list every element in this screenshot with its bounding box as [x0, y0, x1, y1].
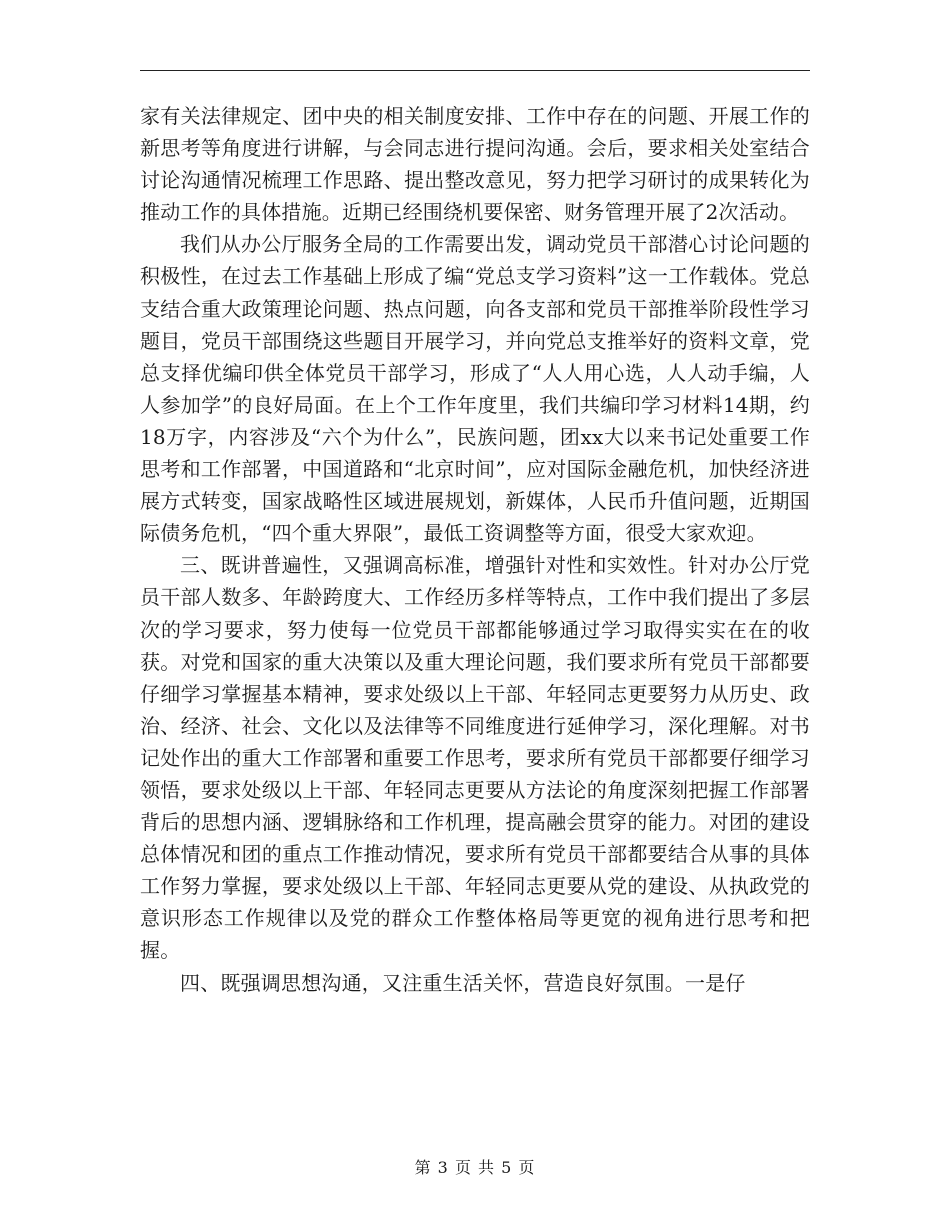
paragraph-2: 我们从办公厅服务全局的工作需要出发，调动党员干部潜心讨论问题的积极性，在过去工作基础上形成了编“党总支学习资料”这一工作载体。党总支结合重大政策理论问题、热点问题，向各支部和党员干部推举阶段性学习题目，党员干部围绕这些题目开展学习，并向党总支推举好的资料文章，党总支择优编印供全体党员干部学习，形成了“人人用心选，人人动手编，人人参加学”的良好局面。在上个工作年度里，我们共编印学习材料14期，约18万字，内容涉及“六个为什么”，民族问题，团xx大以来书记处重要工作思考和工作部署，中国道路和“北京时间”，应对国际金融危机，加快经济进展方式转变，国家战略性区域进展规划，新媒体，人民币升值问题，近期国际债务危机，“四个重大界限”，最低工资调整等方面，很受大家欢迎。: [140, 232, 810, 546]
header-rule: [140, 70, 810, 71]
document-body: [140, 100, 810, 999]
paragraph-1: 家有关法律规定、团中央的相关制度安排、工作中存在的问题、开展工作的新思考等角度进行讲解，与会同志进行提问沟通。会后，要求相关处室结合讨论沟通情况梳理工作思路、提出整改意见，努力把学习研讨的成果转化为推动工作的具体措施。近期已经围绕机要保密、财务管理开展了2次活动。: [140, 104, 810, 225]
paragraph-3: 三、既讲普遍性，又强调高标准，增强针对性和实效性。针对办公厅党员干部人数多、年龄跨度大、工作经历多样等特点，工作中我们提出了多层次的学习要求，努力使每一位党员干部都能够通过学习取得实实在在的收获。对党和国家的重大决策以及重大理论问题，我们要求所有党员干部都要仔细学习掌握基本精神，要求处级以上干部、年轻同志更要努力从历史、政治、经济、社会、文化以及法律等不同维度进行延伸学习，深化理解。对书记处作出的重大工作部署和重要工作思考，要求所有党员干部都要仔细学习领悟，要求处级以上干部、年轻同志更要从方法论的角度深刻把握工作部署背后的思想内涵、逻辑脉络和工作机理，提高融会贯穿的能力。对团的建设总体情况和团的重点工作推动情况，要求所有党员干部都要结合从事的具体工作努力掌握，要求处级以上干部、年轻同志更要从党的建设、从执政党的意识形态工作规律以及党的群众工作整体格局等更宽的视角进行思考和把握。: [140, 553, 810, 963]
paragraph-4: 四、既强调思想沟通，又注重生活关怀，营造良好氛围。一是仔: [180, 970, 746, 995]
page-number-footer: 第 3 页 共 5 页: [414, 1158, 536, 1177]
